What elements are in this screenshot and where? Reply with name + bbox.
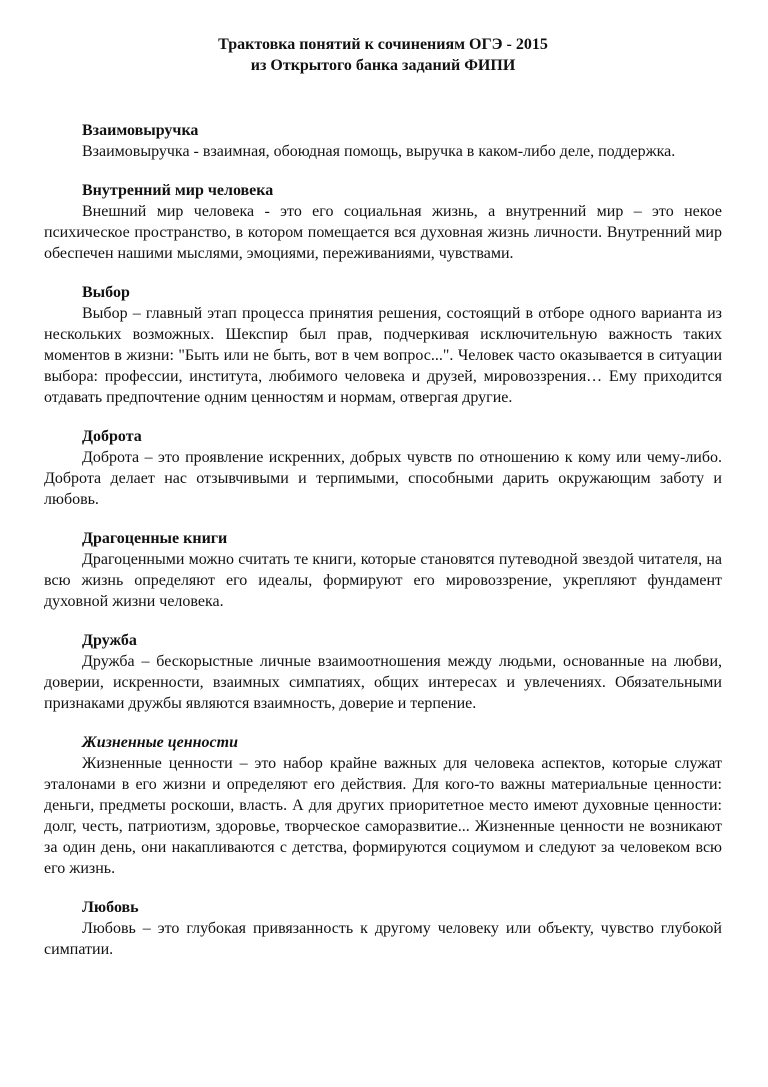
- definition-vybor: [44, 282, 722, 408]
- definition-heading: Жизненные ценности: [82, 734, 238, 751]
- definition-text: Взаимовыручка - взаимная, обоюдная помощь, выручка в каком-либо деле, поддержка.: [82, 143, 676, 160]
- definition-druzhba: [44, 630, 722, 714]
- definition-vzaimovyruchka: [44, 120, 722, 162]
- definition-text: Дружба – бескорыстные личные взаимоотношения между людьми, основанные на любви, доверии, искренности, взаимных симпатиях, общих интересах и увлечениях. Обязательными признаками дружбы являются взаимность, доверие и терпение.: [44, 653, 722, 712]
- definition-lyubov: [44, 897, 722, 960]
- definition-text: Выбор – главный этап процесса принятия решения, состоящий в отборе одного варианта из нескольких возможных. Шекспир был прав, подчеркивая исключительную важность таких моментов в жизни: "Быть или не быть, вот в чем вопрос...". Человек часто оказывается в ситуации выбора: профессии, института, любимого человека и друзей, мировоззрения… Ему приходится отдавать предпочтение одним ценностям и нормам, отвергая другие.: [44, 305, 722, 406]
- definition-heading: Любовь: [82, 899, 139, 916]
- definition-dobrota: [44, 426, 722, 510]
- definition-text: Драгоценными можно считать те книги, которые становятся путеводной звездой читателя, на всю жизнь определяют его идеалы, формируют его мировоззрение, укрепляют фундамент духовной жизни человека.: [44, 551, 722, 610]
- definition-text: Внешний мир человека - это его социальная жизнь, а внутренний мир – это некое психическое пространство, в котором помещается вся духовная жизнь личности. Внутренний мир обеспечен нашими мыслями, эмоциями, переживаниями, чувствами.: [44, 203, 722, 262]
- document-title: [44, 34, 722, 76]
- definition-dragotsennye-knigi: [44, 528, 722, 612]
- definition-heading: Драгоценные книги: [82, 530, 228, 547]
- document-title-line-2: из Открытого банка заданий ФИПИ: [250, 57, 516, 74]
- definition-vnutrenniy-mir: [44, 180, 722, 264]
- document-page: [44, 34, 722, 960]
- definition-heading: Выбор: [82, 284, 130, 301]
- definition-heading: Доброта: [82, 428, 142, 445]
- definitions-list: [44, 120, 722, 960]
- definition-heading: Дружба: [82, 632, 137, 649]
- definition-text: Доброта – это проявление искренних, добрых чувств по отношению к кому или чему-либо. Доброта делает нас отзывчивыми и терпимыми, способными дарить окружающим заботу и любовь.: [44, 449, 722, 508]
- definition-text: Любовь – это глубокая привязанность к другому человеку или объекту, чувство глубокой симпатии.: [44, 920, 722, 958]
- document-title-line-1: Трактовка понятий к сочинениям ОГЭ - 2015: [218, 36, 548, 53]
- definition-text: Жизненные ценности – это набор крайне важных для человека аспектов, которые служат эталонами в его жизни и определяют его действия. Для кого-то важны материальные ценности: деньги, предметы роскоши, власть. А для других приоритетное место имеют духовные ценности: долг, честь, патриотизм, здоровье, творческое саморазвитие... Жизненные ценности не возникают за один день, они накапливаются с детства, формируются социумом и следуют за человеком всю его жизнь.: [44, 755, 722, 877]
- definition-zhiznennye-tsennosti: [44, 732, 722, 879]
- definition-heading: Взаимовыручка: [82, 122, 199, 139]
- definition-heading: Внутренний мир человека: [82, 182, 274, 199]
